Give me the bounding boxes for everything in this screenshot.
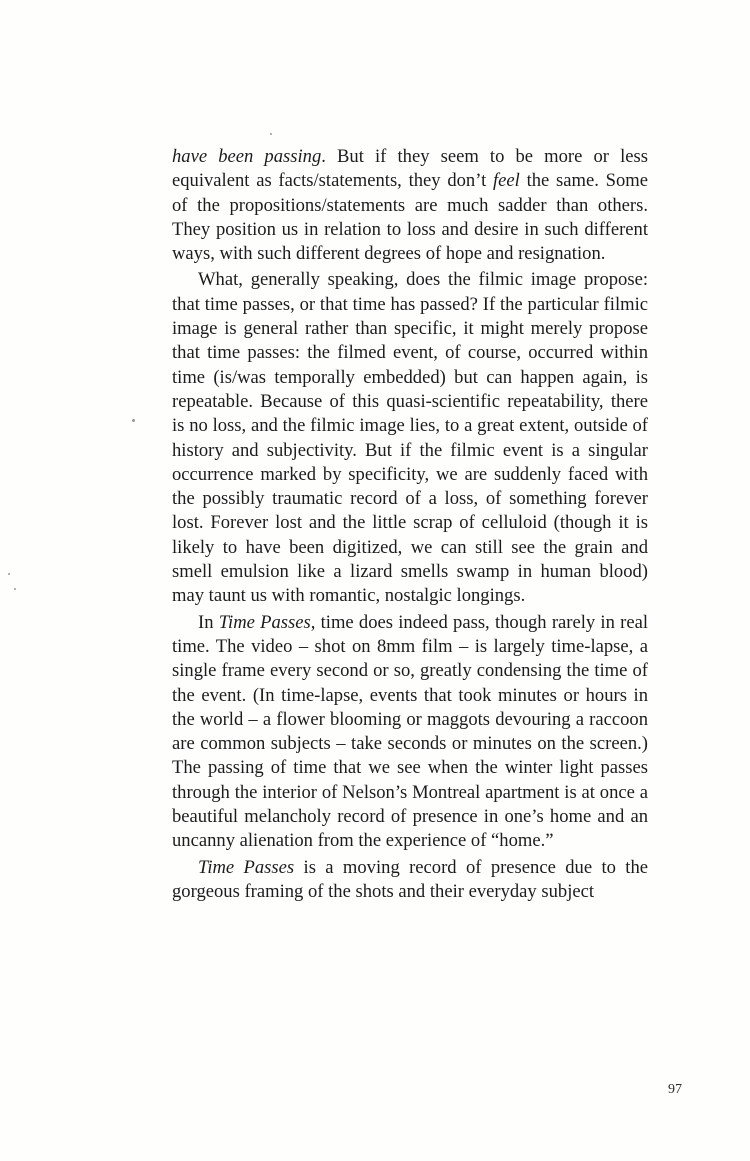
italic-text: Time Passes	[198, 856, 295, 878]
paper-speck	[8, 573, 10, 575]
body-text	[172, 145, 648, 904]
italic-text: have been passing	[172, 146, 322, 167]
text-run: . But if they seem to be more or less equivalent as facts/statements, they don’t	[172, 146, 648, 192]
paper-speck	[270, 133, 272, 135]
paper-speck	[14, 588, 16, 590]
text-run: the same. Some of the propositions/statements are much sadder than others. They position us in relation to loss and desire in such different ways, with such different degrees of hope and resignation.	[172, 170, 648, 265]
paragraph-4	[172, 856, 648, 905]
paper-speck	[132, 419, 135, 422]
paragraph-3	[172, 611, 648, 854]
paragraph-2	[172, 268, 648, 608]
page-number: 97	[668, 1082, 682, 1097]
text-run: In	[198, 611, 219, 633]
text-run: is a moving record of presence due to the gorgeous framing of the shots and their everyday subject	[172, 856, 648, 902]
paragraph-1	[172, 145, 648, 266]
text-run: What, generally speaking, does the filmic image propose: that time passes, or that time has passed? If the particular filmic image is general rather than specific, it might merely propose that time passes: the filmed event, of course, occurred within time (is/was temporally embedded) but can happen again, is repeatable. Because of this quasi-scientific repeatability, there is no loss, and the filmic image lies, to a great extent, outside of history and subjectivity. But if the filmic event is a singular occurrence marked by specificity, we are suddenly faced with the possibly traumatic record of a loss, of something forever lost. Forever lost and the little scrap of celluloid (though it is likely to have been digitized, we can still see the grain and smell emulsion like a lizard smells swamp in human blood) may taunt us with romantic, nostalgic longings.	[172, 269, 648, 607]
italic-text: Time Passes	[218, 611, 311, 633]
text-run: , time does indeed pass, though rarely in real time. The video – shot on 8mm film – is largely time-lapse, a single frame every second or so, greatly condensing the time of the event. (In time-lapse, events that took minutes or hours in the world – a flower blooming or maggots devouring a raccoon are common subjects – take seconds or minutes on the screen.) The passing of time that we see when the winter light passes through the interior of Nelson’s Montreal apartment is at once a beautiful melancholy record of presence in one’s home and an uncanny alienation from the experience of “home.”	[172, 611, 648, 852]
italic-text: feel	[492, 170, 520, 192]
